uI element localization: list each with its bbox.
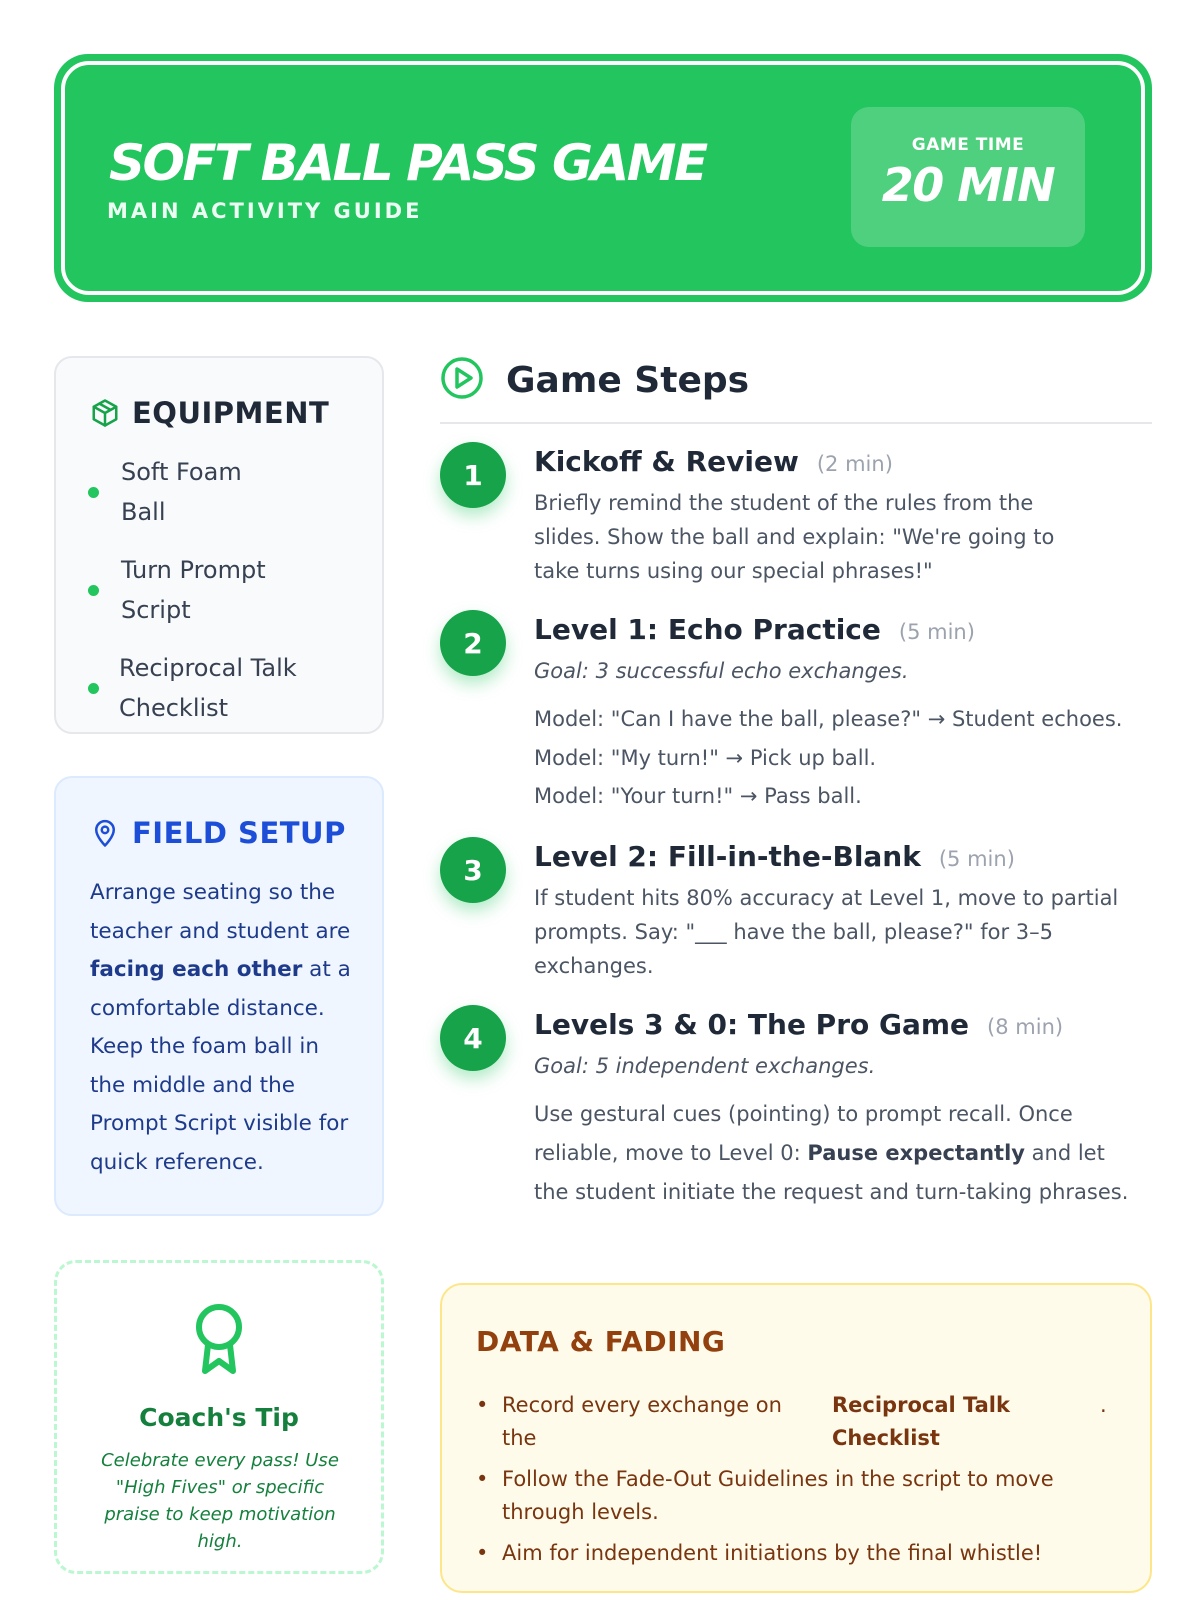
equipment-header (90, 396, 329, 430)
field-setup-card (54, 776, 384, 1216)
step-text-after: and let the student initiate the request and turn-taking phrases. (534, 1141, 1129, 1204)
coach-tip-text: Celebrate every pass! Use "High Fives" or specific praise to keep motivation high. (101, 1450, 339, 1552)
step-title: Kickoff & Review (534, 445, 799, 478)
list-item (476, 1463, 1116, 1529)
field-setup-text (90, 874, 360, 1182)
step-duration: (2 min) (816, 452, 893, 476)
step-number-badge: 4 (440, 1005, 506, 1071)
model-line: Model: "Your turn!" → Pass ball. (534, 784, 862, 808)
step-text-bold: Pause expectantly (807, 1141, 1025, 1165)
ribbon-award-icon (193, 1301, 245, 1381)
equipment-item-label: Turn Prompt Script (121, 556, 266, 624)
step-description (534, 1095, 1129, 1212)
data-item-text: Record every exchange on the (502, 1393, 782, 1450)
step-description: Briefly remind the student of the rules from the slides. Show the ball and explain: "We're going to take turns using our special phrases!" (534, 491, 1055, 583)
field-setup-text-after: at a comfortable distance. Keep the foam ball in the middle and the Prompt Script visible for quick reference. (90, 957, 351, 1175)
step-description: If student hits 80% accuracy at Level 1, move to partial prompts. Say: "___ have the ball, please?" for 3–5 exchanges. (534, 886, 1119, 978)
equipment-list (88, 452, 368, 746)
step-model-lines (534, 700, 1134, 816)
equipment-title: EQUIPMENT (132, 396, 330, 430)
header-inner (61, 61, 1145, 295)
equipment-item-label: Reciprocal Talk Checklist (119, 654, 297, 722)
data-item-text: Follow the Fade-Out Guidelines in the script to move through levels. (502, 1467, 1054, 1524)
step-number-badge: 3 (440, 837, 506, 903)
list-item (476, 1537, 1116, 1570)
model-line: Model: "My turn!" → Pick up ball. (534, 745, 877, 770)
step-title-row (534, 442, 1134, 484)
game-time-value: 20 MIN (881, 158, 1055, 212)
step-goal: Goal: 3 successful echo exchanges. (534, 659, 909, 683)
page-title: SOFT BALL PASS GAME (109, 134, 706, 192)
data-fading-title: DATA & FADING (476, 1325, 726, 1358)
step-title-row (534, 837, 1134, 879)
field-setup-header (90, 816, 346, 850)
bullet-dot (88, 487, 99, 498)
data-item-text: Aim for independent initiations by the final whistle! (502, 1541, 1043, 1565)
list-item (88, 452, 368, 532)
step-title: Levels 3 & 0: The Pro Game (534, 1008, 970, 1041)
equipment-item-label: Soft Foam Ball (121, 458, 242, 526)
list-item-text (502, 1389, 832, 1455)
step-duration: (5 min) (938, 847, 1015, 871)
step-number-badge: 2 (440, 610, 506, 676)
step-title-row (534, 610, 1134, 652)
step-body (534, 442, 1134, 588)
data-item-end: . (1100, 1393, 1107, 1417)
divider (440, 422, 1152, 424)
map-pin-icon (90, 818, 120, 848)
field-setup-text-bold: facing each other (90, 957, 303, 982)
game-steps-title: Game Steps (506, 359, 750, 401)
field-setup-title: FIELD SETUP (132, 816, 346, 850)
game-time-label: GAME TIME (911, 135, 1025, 155)
step-title: Level 1: Echo Practice (534, 613, 881, 646)
step-text-before: Use gestural cues (pointing) to prompt recall. Once reliable, move to Level 0: (534, 1102, 1073, 1165)
page-subtitle: MAIN ACTIVITY GUIDE (107, 199, 423, 223)
coach-tip-card (54, 1260, 384, 1574)
play-circle-icon (440, 356, 484, 404)
header-banner (54, 54, 1152, 302)
equipment-card (54, 356, 384, 734)
bullet: • (476, 1393, 489, 1417)
data-fading-list (476, 1389, 1116, 1578)
bullet-dot (88, 683, 99, 694)
coach-tip-title: Coach's Tip (139, 1403, 299, 1432)
bullet: • (476, 1467, 489, 1491)
bullet: • (476, 1541, 489, 1565)
game-steps-header (440, 356, 749, 404)
step-body (534, 1005, 1134, 1212)
step-title: Level 2: Fill-in-the-Blank (534, 840, 921, 873)
list-item (88, 550, 368, 630)
step-goal: Goal: 5 independent exchanges. (534, 1054, 876, 1078)
game-time-box (851, 107, 1085, 247)
model-line: Model: "Can I have the ball, please?" → Student echoes. (534, 707, 1123, 731)
step-title-row (534, 1005, 1134, 1047)
box-icon (90, 398, 120, 428)
data-item-bold: Reciprocal Talk Checklist (832, 1393, 1010, 1450)
step-body (534, 837, 1134, 983)
step-body (534, 610, 1134, 816)
bullet-dot (88, 585, 99, 596)
step-duration: (8 min) (987, 1015, 1064, 1039)
list-item (88, 648, 368, 728)
list-item (476, 1389, 1116, 1455)
step-number-badge: 1 (440, 442, 506, 508)
step-duration: (5 min) (898, 620, 975, 644)
field-setup-text-before: Arrange seating so the teacher and student are (90, 880, 351, 944)
data-fading-card (440, 1283, 1152, 1593)
